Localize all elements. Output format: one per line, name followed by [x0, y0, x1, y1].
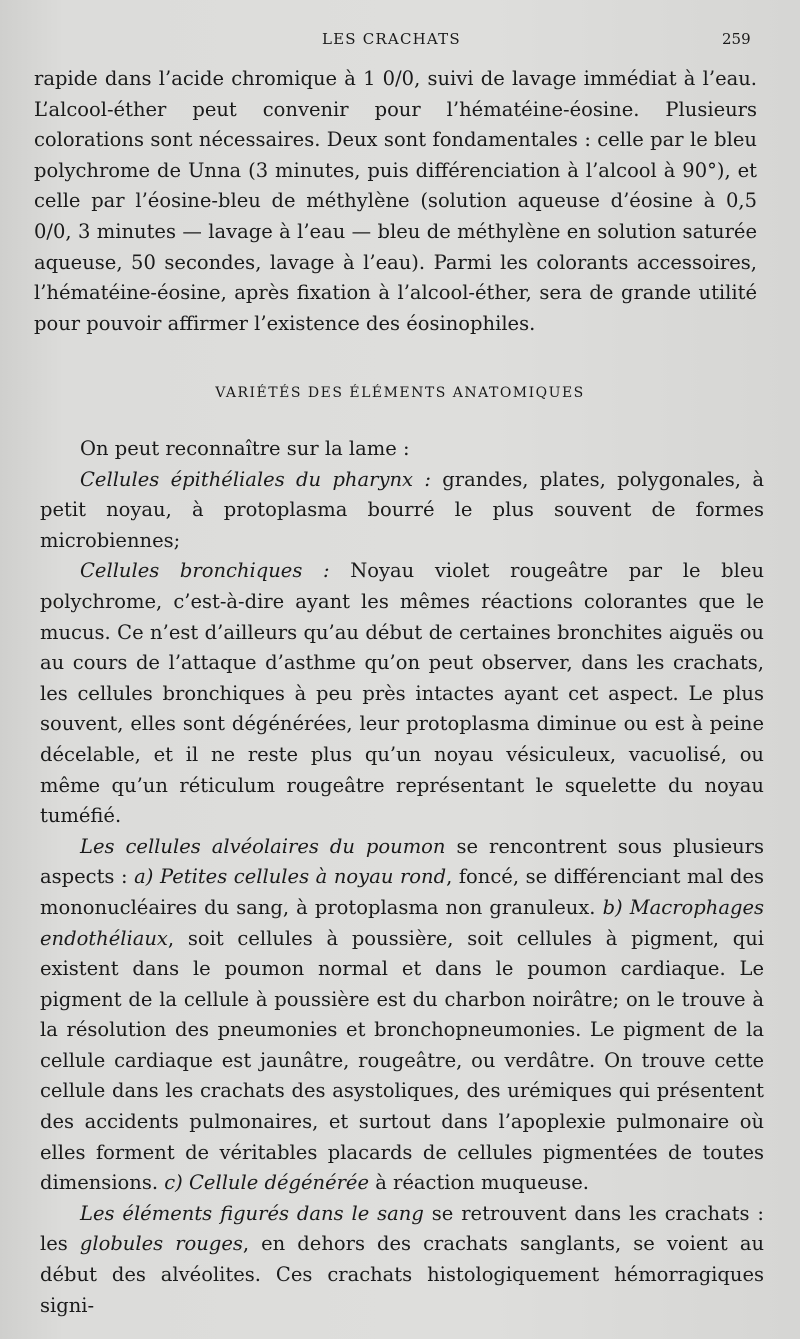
- item-a-term: Petites cellules à noyau rond: [159, 865, 447, 889]
- running-head-title: LES CRACHATS: [322, 30, 461, 48]
- alveolaires-paragraph: [40, 832, 764, 1199]
- pharynx-term: Cellules épithéliales du pharynx :: [80, 467, 431, 491]
- page-number: 259: [722, 30, 751, 48]
- alveolaires-text-4: à réaction muqueuse.: [369, 1171, 589, 1195]
- alveolaires-text-2: , foncé, se différenciant mal des mononucléaires du sang, à protoplasma non granuleux.: [40, 865, 764, 919]
- sang-text-1: se retrouvent dans les crachats : les: [40, 1201, 764, 1256]
- alveolaires-text-3: , soit cellules à poussière, soit cellules à pigment, qui existent dans le poumon normal et dans le poumon cardiaque. Le pigment de la cellule à poussière est du charbon noirâtre; on le trouve à la résolution des pneumonies et bronchopneumonies. Le pigment de la cellule cardiaque est jaunâtre, rougeâtre, ou verdâtre. On trouve cette cellule dans les crachats des asystoliques, des urémiques qui présentent des accidents pulmonaires, et surtout dans l’apoplexie pulmonaire où elles forment de véritables placards de cellules pigmentées de toutes dimensions.: [40, 926, 764, 1195]
- section-body: [40, 434, 764, 1321]
- bronchiques-text: Noyau violet rougeâtre par le bleu polychrome, c’est-à-dire ayant les mêmes réactions colorantes que le mucus. Ce n’est d’ailleurs qu’au début de certaines bronchites aiguës ou au cours de l’attaque d’asthme qu’on peut observer, dans les crachats, les cellules bronchiques à peu près intactes ayant cet aspect. Le plus souvent, elles sont dégénérées, leur protoplasma diminue ou est à peine décelable, et il ne reste plus qu’un noyau vésiculeux, vacuolisé, ou même qu’un réticulum rougeâtre représentant le squelette du noyau tuméfié.: [40, 559, 764, 828]
- sang-term: Les éléments figurés dans le sang: [80, 1201, 424, 1225]
- pharynx-paragraph: [40, 465, 764, 557]
- bronchiques-paragraph: [40, 556, 764, 831]
- section-heading: VARIÉTÉS DES ÉLÉMENTS ANATOMIQUES: [215, 385, 585, 401]
- bronchiques-term: Cellules bronchiques :: [80, 559, 330, 583]
- sang-term-2: globules rouges: [79, 1232, 243, 1256]
- intro-block: [34, 64, 757, 339]
- running-head: [0, 30, 800, 56]
- item-b-label: b): [602, 895, 623, 919]
- intro-paragraph: rapide dans l’acide chromique à 1 0/0, suivi de lavage immédiat à l’eau. L’alcool-éther peut convenir pour l’hématéine-éosine. Plusieurs colorations sont nécessaires. Deux sont fondamentales : celle par le bleu polychrome de Unna (3 minutes, puis différenciation à l’alcool à 90°), et celle par l’éosine-bleu de méthylène (solution aqueuse d’éosine à 0,5 0/0, 3 minutes — lavage à l’eau — bleu de méthylène en solution saturée aqueuse, 50 secondes, lavage à l’eau). Parmi les colorants accessoires, l’hématéine-éosine, après fixation à l’alcool-éther, sera de grande utilité pour pouvoir affirmer l’existence des éosinophiles.: [34, 67, 757, 335]
- item-c-term: Cellule dégénérée: [189, 1171, 370, 1195]
- lead-in-paragraph: On peut reconnaître sur la lame :: [80, 437, 410, 460]
- item-a-label: a): [134, 865, 154, 889]
- sang-text-2: , en dehors des crachats sanglants, se voient au début des alvéolites. Ces crachats histologiquement hémorragiques signi-: [40, 1232, 765, 1317]
- alveolaires-text-1: se rencontrent sous plusieurs aspects :: [40, 834, 764, 889]
- pharynx-text: grandes, plates, polygonales, à petit noyau, à protoplasma bourré le plus souvent de formes microbiennes;: [40, 467, 764, 552]
- item-c-label: c): [164, 1171, 183, 1195]
- alveolaires-term: Les cellules alvéolaires du poumon: [80, 834, 446, 858]
- item-b-term: Macrophages endothéliaux: [40, 895, 764, 950]
- sang-paragraph: [40, 1199, 764, 1321]
